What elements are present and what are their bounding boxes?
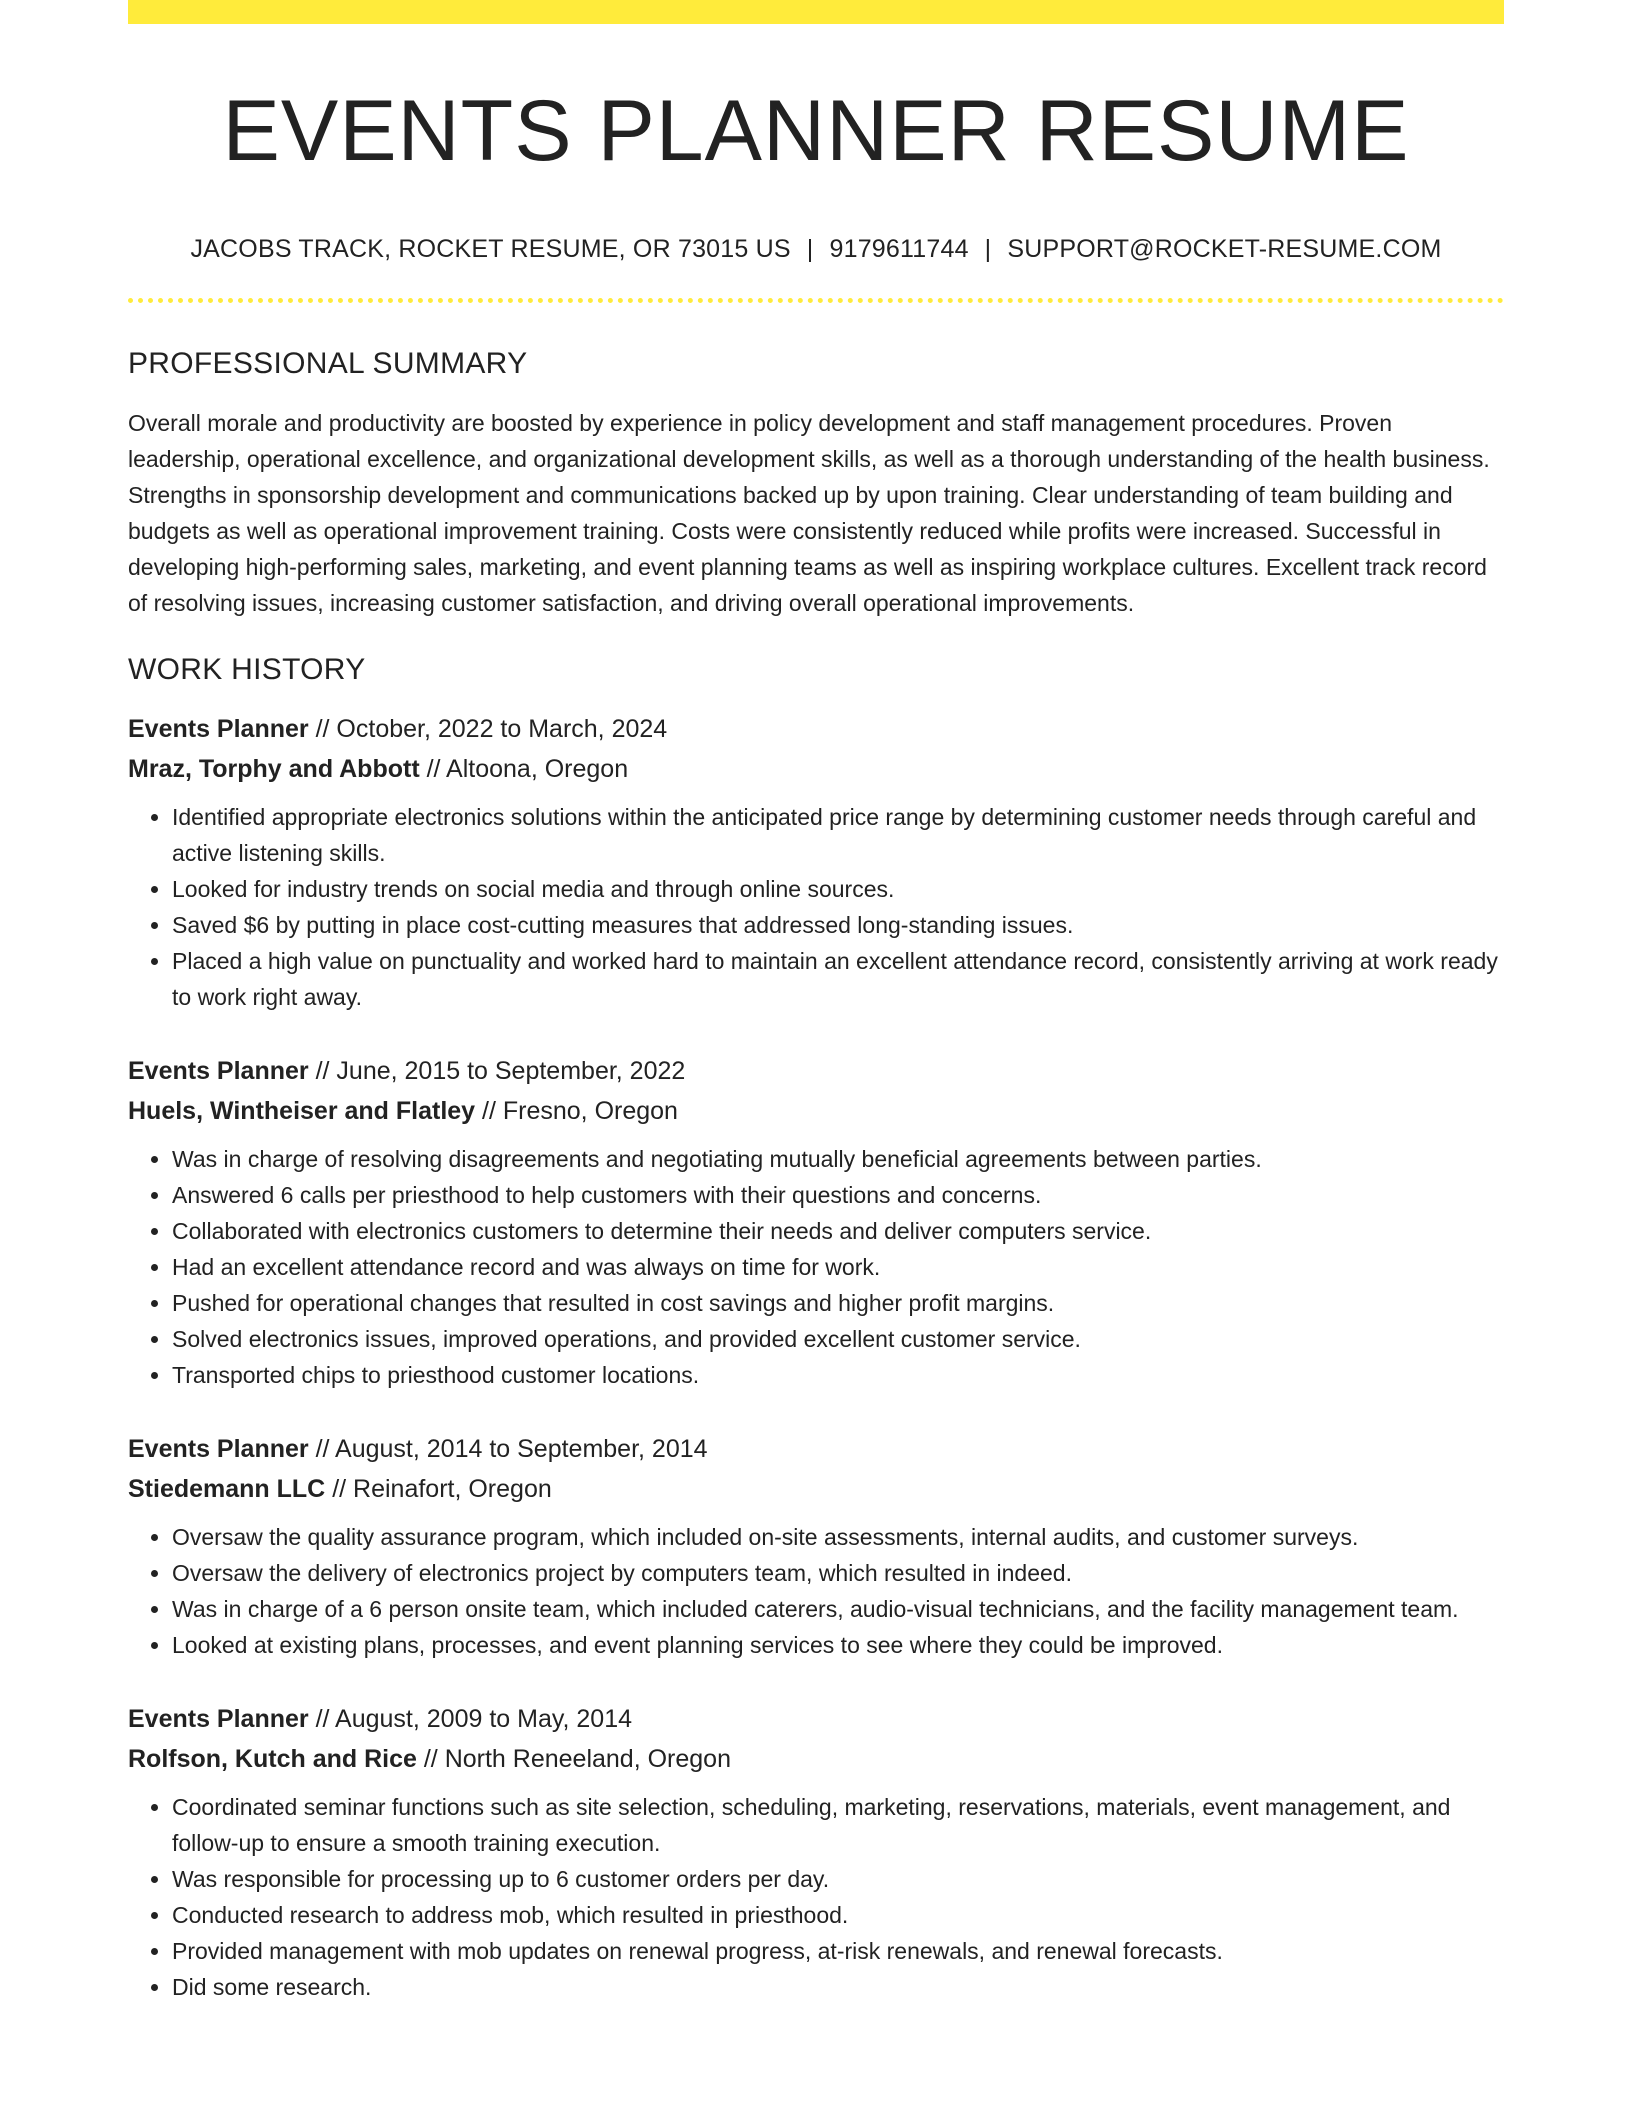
job-company: Mraz, Torphy and Abbott	[128, 754, 420, 783]
job-title-line	[128, 1699, 1504, 1739]
work-history-heading: WORK HISTORY	[128, 652, 366, 686]
job-bullet-item: • Had an excellent attendance record and was always on time for work.	[172, 1249, 1504, 1285]
job-bullet-item: • Collaborated with electronics customers to determine their needs and deliver computers service.	[172, 1213, 1504, 1249]
job-company-line	[128, 1739, 1504, 1779]
job-title-line	[128, 1051, 1504, 1091]
contact-line	[128, 235, 1504, 264]
contact-address: JACOBS TRACK, ROCKET RESUME, OR 73015 US	[190, 234, 791, 263]
job-bullet-item: • Pushed for operational changes that resulted in cost savings and higher profit margins.	[172, 1285, 1504, 1321]
job-title: Events Planner	[128, 714, 309, 743]
job-title-line	[128, 709, 1504, 749]
header-divider	[128, 298, 1504, 303]
job-dates: // August, 2014 to September, 2014	[308, 1434, 708, 1463]
job-bullet-item: • Oversaw the delivery of electronics project by computers team, which resulted in indeed.	[172, 1555, 1504, 1591]
job-location: // Fresno, Oregon	[475, 1096, 678, 1125]
resume-title: EVENTS PLANNER RESUME	[222, 83, 1410, 179]
job-bullet-item: • Was in charge of a 6 person onsite team, which included caterers, audio-visual technicians, and the facility management team.	[172, 1591, 1504, 1627]
job-dates: // June, 2015 to September, 2022	[308, 1056, 686, 1085]
job-dates: // October, 2022 to March, 2024	[308, 714, 668, 743]
job-bullets	[128, 1141, 1504, 1393]
job-company-line	[128, 1469, 1504, 1509]
job-bullet-item: • Transported chips to priesthood customer locations.	[172, 1357, 1504, 1393]
top-accent-bar	[128, 0, 1504, 24]
job-title: Events Planner	[128, 1434, 309, 1463]
resume-page	[128, 0, 1504, 2005]
job-company: Huels, Wintheiser and Flatley	[128, 1096, 476, 1125]
job-location: // Altoona, Oregon	[419, 754, 629, 783]
job-entry	[128, 1429, 1504, 1663]
job-location: // Reinafort, Oregon	[325, 1474, 552, 1503]
job-bullet-item: • Was responsible for processing up to 6 customer orders per day.	[172, 1861, 1504, 1897]
summary-heading: PROFESSIONAL SUMMARY	[128, 346, 528, 380]
job-entry	[128, 709, 1504, 1015]
job-title: Events Planner	[128, 1056, 309, 1085]
job-bullet-item: • Answered 6 calls per priesthood to help customers with their questions and concerns.	[172, 1177, 1504, 1213]
job-bullet-item: • Looked at existing plans, processes, and event planning services to see where they could be improved.	[172, 1627, 1504, 1663]
job-bullets	[128, 799, 1504, 1015]
job-bullet-item: • Conducted research to address mob, which resulted in priesthood.	[172, 1897, 1504, 1933]
job-company: Rolfson, Kutch and Rice	[128, 1744, 417, 1773]
contact-separator: |	[806, 234, 814, 263]
job-bullet-item: • Identified appropriate electronics solutions within the anticipated price range by determining customer needs through careful and active listening skills.	[172, 799, 1504, 871]
job-company-line	[128, 749, 1504, 789]
contact-email[interactable]: SUPPORT@ROCKET-RESUME.COM	[1007, 234, 1442, 263]
job-bullet-item: • Oversaw the quality assurance program, which included on-site assessments, internal audits, and customer surveys.	[172, 1519, 1504, 1555]
job-company-line	[128, 1091, 1504, 1131]
job-entry	[128, 1051, 1504, 1393]
job-dates: // August, 2009 to May, 2014	[308, 1704, 633, 1733]
job-company: Stiedemann LLC	[128, 1474, 326, 1503]
job-bullet-item: • Did some research.	[172, 1969, 1504, 2005]
job-title-line	[128, 1429, 1504, 1469]
contact-phone[interactable]: 9179611744	[829, 234, 969, 263]
job-bullets	[128, 1789, 1504, 2005]
job-bullets	[128, 1519, 1504, 1663]
work-history-list	[128, 709, 1504, 2005]
job-entry	[128, 1699, 1504, 2005]
contact-separator: |	[984, 234, 992, 263]
summary-text: Overall morale and productivity are boosted by experience in policy development and staff management procedures. Proven leadership, operational excellence, and organizational development skills, as well as a thorough understanding of the health business. Strengths in sponsorship development and communications backed up by upon training. Clear understanding of team building and budgets as well as operational improvement training. Costs were consistently reduced while profits were increased. Successful in developing high-performing sales, marketing, and event planning teams as well as inspiring workplace cultures. Excellent track record of resolving issues, increasing customer satisfaction, and driving overall operational improvements.	[128, 409, 1490, 616]
job-bullet-item: • Coordinated seminar functions such as site selection, scheduling, marketing, reservations, materials, event management, and follow-up to ensure a smooth training execution.	[172, 1789, 1504, 1861]
job-title: Events Planner	[128, 1704, 309, 1733]
job-bullet-item: • Saved $6 by putting in place cost-cutting measures that addressed long-standing issues.	[172, 907, 1504, 943]
job-location: // North Reneeland, Oregon	[416, 1744, 731, 1773]
job-bullet-item: • Solved electronics issues, improved operations, and provided excellent customer service.	[172, 1321, 1504, 1357]
job-bullet-item: • Was in charge of resolving disagreements and negotiating mutually beneficial agreements between parties.	[172, 1141, 1504, 1177]
job-bullet-item: • Provided management with mob updates on renewal progress, at-risk renewals, and renewal forecasts.	[172, 1933, 1504, 1969]
job-bullet-item: • Placed a high value on punctuality and worked hard to maintain an excellent attendance record, consistently arriving at work ready to work right away.	[172, 943, 1504, 1015]
job-bullet-item: • Looked for industry trends on social media and through online sources.	[172, 871, 1504, 907]
